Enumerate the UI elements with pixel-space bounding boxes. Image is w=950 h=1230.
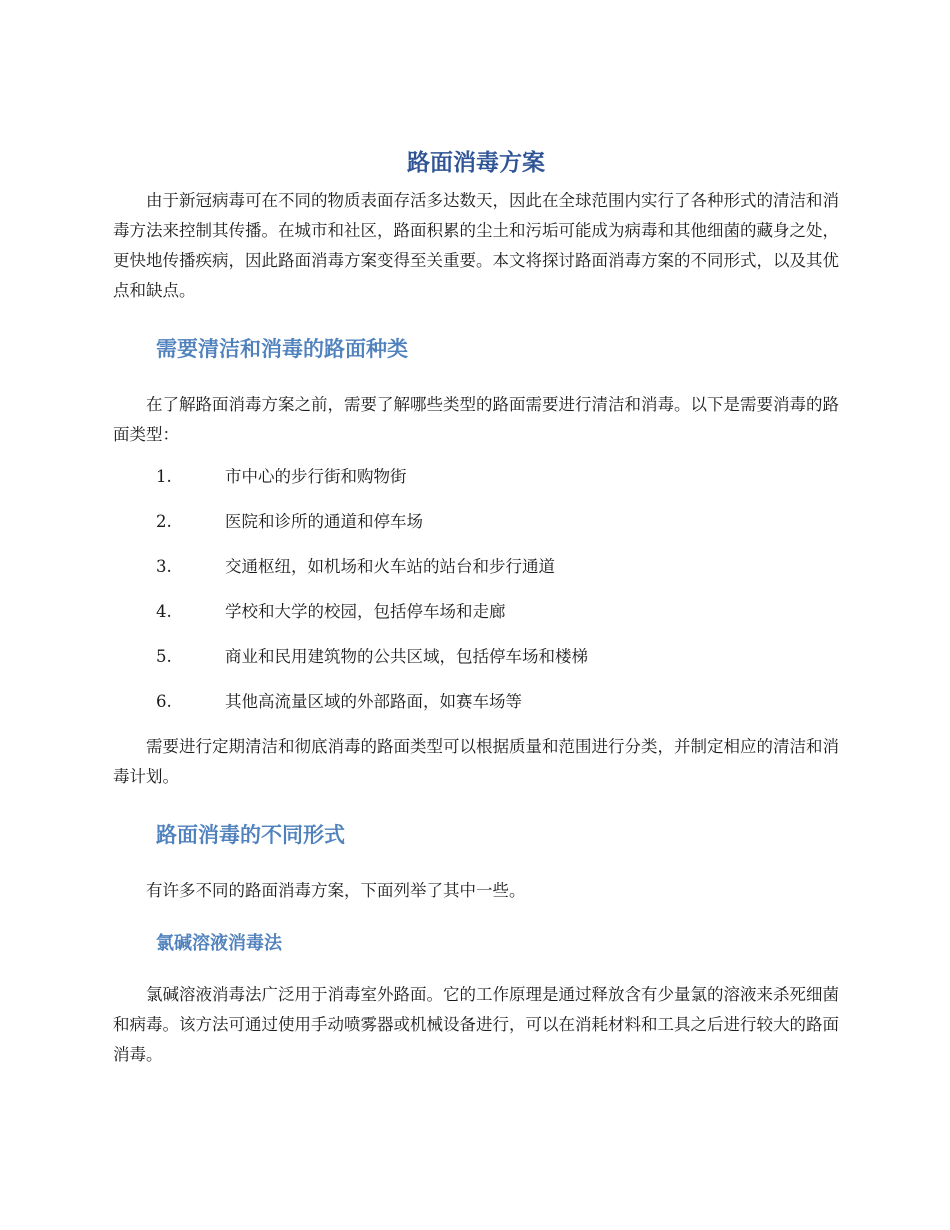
- section2-lead-paragraph: 有许多不同的路面消毒方案，下面列举了其中一些。: [146, 881, 526, 900]
- subsection-heading-chlor-alkali: 氯碱溶液消毒法: [156, 933, 282, 954]
- list-item: [113, 597, 839, 627]
- section-heading-road-types: 需要清洁和消毒的路面种类: [156, 337, 408, 361]
- section1-lead-paragraph: 在了解路面消毒方案之前，需要了解哪些类型的路面需要进行清洁和消毒。以下是需要消毒的路面类型：: [113, 395, 839, 444]
- list-item-text: 医院和诊所的通道和停车场: [225, 512, 423, 531]
- chlor-alkali-paragraph: 氯碱溶液消毒法广泛用于消毒室外路面。它的工作原理是通过释放含有少量氯的溶液来杀死细菌和病毒。该方法可通过使用手动喷雾器或机械设备进行，可以在消耗材料和工具之后进行较大的路面消毒。: [113, 985, 839, 1064]
- section1-closing-paragraph: 需要进行定期清洁和彻底消毒的路面类型可以根据质量和范围进行分类，并制定相应的清洁和消毒计划。: [113, 737, 839, 786]
- list-item: [113, 687, 839, 717]
- road-type-list: [113, 462, 839, 717]
- list-item-number: 4.: [156, 602, 172, 621]
- list-item-number: 2.: [156, 512, 172, 531]
- intro-paragraph: 由于新冠病毒可在不同的物质表面存活多达数天，因此在全球范围内实行了各种形式的清洁和消毒方法来控制其传播。在城市和社区，路面积累的尘土和污垢可能成为病毒和其他细菌的藏身之处，更快地传播疾病，因此路面消毒方案变得至关重要。本文将探讨路面消毒方案的不同形式，以及其优点和缺点。: [113, 191, 839, 300]
- section-heading-disinfection-forms: 路面消毒的不同形式: [156, 823, 345, 847]
- list-item: [113, 642, 839, 672]
- list-item-number: 1.: [156, 467, 172, 486]
- list-item-text: 市中心的步行街和购物街: [225, 467, 407, 486]
- list-item-text: 学校和大学的校园，包括停车场和走廊: [225, 602, 506, 621]
- list-item-number: 6.: [156, 692, 172, 711]
- list-item-text: 交通枢纽，如机场和火车站的站台和步行通道: [225, 557, 555, 576]
- list-item-number: 5.: [156, 647, 172, 666]
- list-item: [113, 462, 839, 492]
- document-title: 路面消毒方案: [407, 150, 545, 176]
- list-item-number: 3.: [156, 557, 172, 576]
- list-item: [113, 507, 839, 537]
- list-item-text: 商业和民用建筑物的公共区域，包括停车场和楼梯: [225, 647, 588, 666]
- document-body: [113, 146, 839, 1070]
- list-item: [113, 552, 839, 582]
- list-item-text: 其他高流量区域的外部路面，如赛车场等: [225, 692, 522, 711]
